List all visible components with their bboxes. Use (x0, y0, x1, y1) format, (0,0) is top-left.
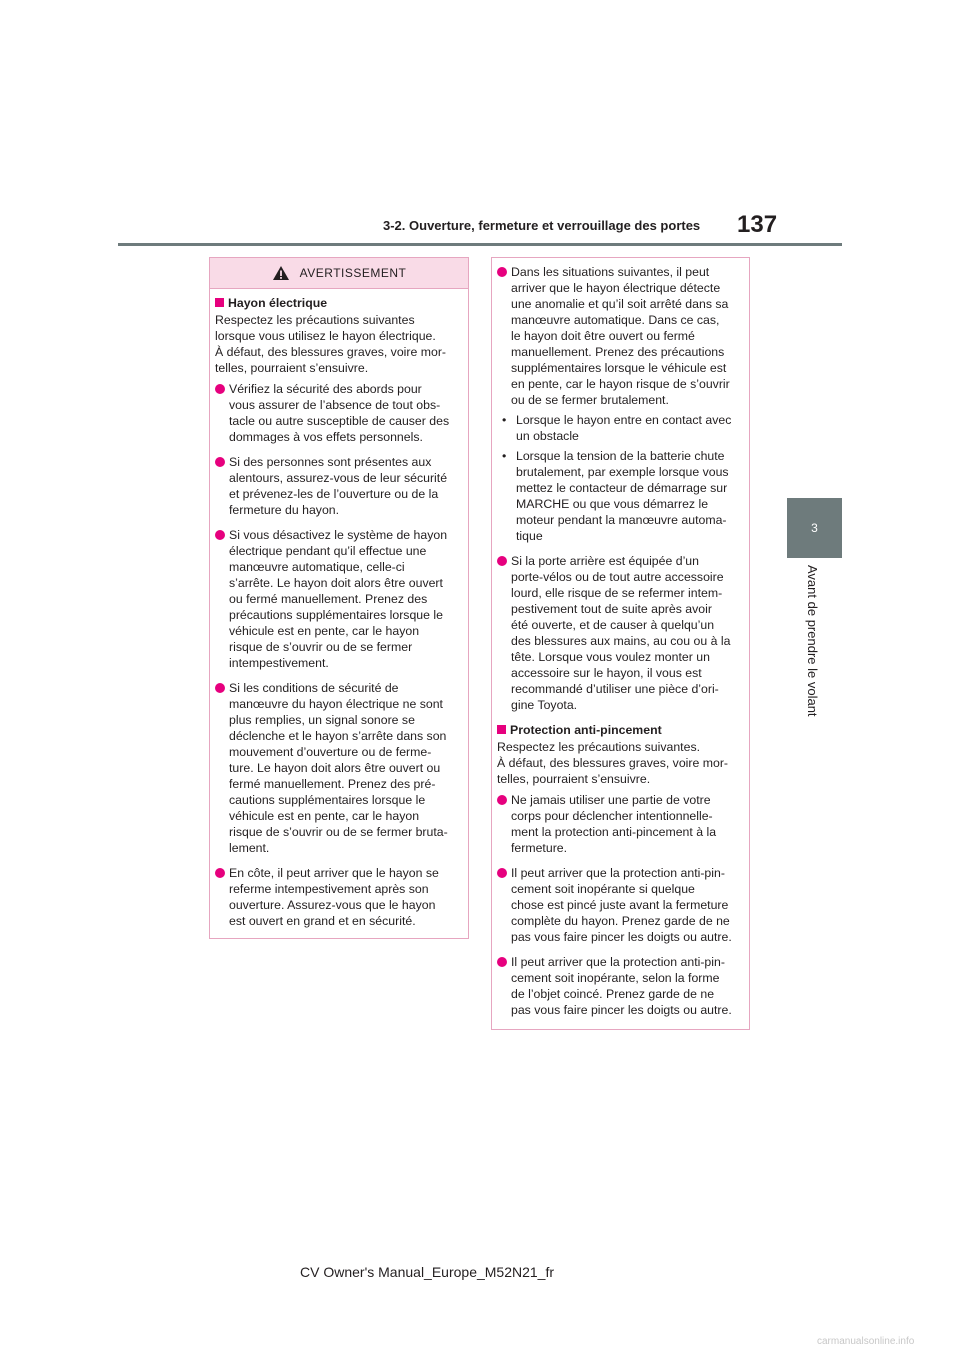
list-item: Si des personnes sont présentes aux alentours, assurez-vous de leur sécurité et prévenez-les de l’ouverture ou de la fermeture du hayon. (215, 454, 462, 518)
square-bullet-icon (497, 725, 506, 734)
subsection-heading: Protection anti-pincement (497, 722, 743, 738)
chapter-number: 3 (811, 521, 818, 535)
subsection-heading: Hayon électrique (215, 295, 462, 311)
warning-box (209, 257, 469, 939)
warning-box-continued (491, 257, 750, 1030)
list-item: Si les conditions de sécurité de manœuvre du hayon électrique ne sont plus remplies, un signal sonore se déclenche et le hayon s’arrête dans son mouvement d’ouverture ou de ferme- ture. Le hayon doit alors être ouvert ou fermé manuellement. Prenez des pré- cautions supplémentaires lorsque le véhicule est en pente, car le hayon risque de s’ouvrir ou de se fermer bruta- lement. (215, 680, 462, 856)
bullet-dot-icon (215, 384, 225, 394)
footer-text: CV Owner's Manual_Europe_M52N21_fr (300, 1264, 555, 1280)
list-item: En côte, il peut arriver que le hayon se referme intempestivement après son ouverture. Assurez-vous que le hayon est ouvert en grand et en sécurité. (215, 865, 462, 929)
warning-header (210, 258, 468, 289)
header-divider (118, 243, 842, 246)
page-number: 137 (737, 211, 778, 238)
bullet-dot-icon (215, 683, 225, 693)
list-item: Si la porte arrière est équipée d’un porte-vélos ou de tout autre accessoire lourd, elle risque de se refermer intem- pestivement tout de suite après avoir été ouverte, et de causer à quelqu’un des blessures aux mains, au cou ou à la tête. Lorsque vous voulez monter un accessoire sur le hayon, il vous est recommandé d’utiliser une pièce d’ori- gine Toyota. (497, 553, 743, 713)
warning-triangle-icon (272, 265, 290, 281)
sub-list-item: • Lorsque la tension de la batterie chute brutalement, par exemple lorsque vous mettez le contacteur de démarrage sur MARCHE ou que vous démarrez le moteur pendant la manœuvre automa- tique (502, 449, 729, 543)
intro-paragraph: Respectez les précautions suivantes lorsque vous utilisez le hayon électrique. À défaut, des blessures graves, voire mor- telles, pourraient s’ensuivre. (215, 313, 447, 375)
list-item: Si vous désactivez le système de hayon électrique pendant qu’il effectue une manœuvre automatique, celle-ci s’arrête. Le hayon doit alors être ouvert ou fermé manuellement. Prenez des précautions supplémentaires lorsque le véhicule est en pente, car le hayon risque de s’ouvrir ou de se fermer intempestivement. (215, 527, 462, 671)
bullet-dot-icon (497, 556, 507, 566)
list-item: Ne jamais utiliser une partie de votre corps pour déclencher intentionnelle- ment la protection anti-pincement à la fermeture. (497, 792, 743, 856)
bullet-dot-icon (497, 267, 507, 277)
warning-title: AVERTISSEMENT (299, 266, 407, 280)
sub-list-item: • Lorsque le hayon entre en contact avec un obstacle (502, 413, 732, 443)
chapter-title: Avant de prendre le volant (805, 565, 820, 717)
intro-paragraph: Respectez les précautions suivantes. À défaut, des blessures graves, voire mor- telles, pourraient s’ensuivre. (497, 740, 729, 786)
list-item: Dans les situations suivantes, il peut arriver que le hayon électrique détecte une anomalie et qu’il soit arrêté dans sa manœuvre automatique. Dans ce cas, le hayon doit être ouvert ou fermé manuellement. Prenez des précautions supplémentaires lorsque le véhicule est en pente, car le hayon risque de s’ouvrir ou de se fermer brutalement. (497, 264, 743, 408)
bullet-dot-icon (497, 868, 507, 878)
list-item: Vérifiez la sécurité des abords pour vous assurer de l’absence de tout obs- tacle ou autre susceptible de causer des dommages à vos effets personnels. (215, 381, 462, 445)
square-bullet-icon (215, 298, 224, 307)
list-item: Il peut arriver que la protection anti-pin- cement soit inopérante si quelque chose est pincé juste avant la fermeture complète du hayon. Prenez garde de ne pas vous faire pincer les doigts ou autre. (497, 865, 743, 945)
bullet-dot-icon (215, 530, 225, 540)
watermark[interactable]: carmanualsonline.info (817, 1336, 915, 1347)
chapter-tab[interactable] (787, 498, 842, 558)
list-item: Il peut arriver que la protection anti-pin- cement soit inopérante, selon la forme de l’objet coincé. Prenez garde de ne pas vous faire pincer les doigts ou autre. (497, 954, 743, 1018)
bullet-dot-icon (215, 868, 225, 878)
section-title: 3-2. Ouverture, fermeture et verrouillage des portes (383, 218, 701, 233)
bullet-dot-icon (497, 795, 507, 805)
bullet-dot-icon (497, 957, 507, 967)
bullet-dot-icon (215, 457, 225, 467)
